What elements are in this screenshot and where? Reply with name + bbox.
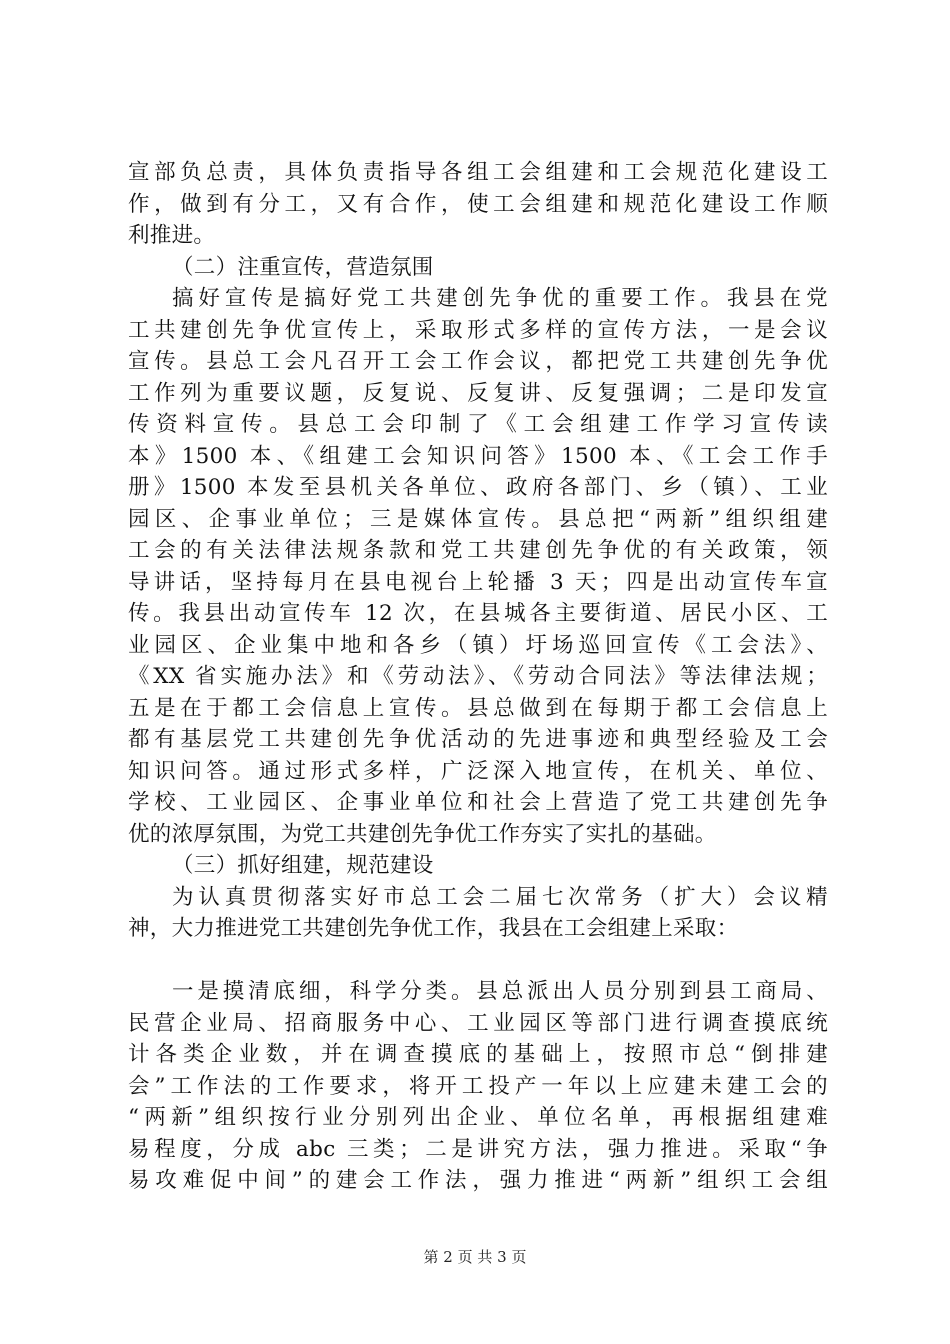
text-line: 传资料宣传。县总工会印制了《工会组建工作学习宣传读 xyxy=(128,412,828,437)
text-line: “两新”组织按行业分别列出企业、单位名单，再根据组建难 xyxy=(128,1105,828,1130)
text-line: 易程度，分成 abc 三类；二是讲究方法，强力推进。采取“争 xyxy=(128,1136,828,1162)
section-heading: （三）抓好组建，规范建设 xyxy=(172,853,434,878)
text-line: 工会的有关法律法规条款和党工共建创先争优的有关政策，领 xyxy=(128,538,828,563)
page-footer: 第 2 页 共 3 页 xyxy=(423,1248,527,1266)
text-line: 业园区、企业集中地和各乡（镇）圩场巡回宣传《工会法》、 xyxy=(128,632,828,658)
paragraph-gap xyxy=(128,945,828,977)
text-line: 搞好宣传是搞好党工共建创先争优的重要工作。我县在党 xyxy=(172,286,828,311)
text-line: 民营企业局、招商服务中心、工业园区等部门进行调查摸底统 xyxy=(128,1010,828,1036)
text-line: 五是在于都工会信息上宣传。县总做到在每期于都工会信息上 xyxy=(128,695,828,721)
text-line: 宣传。县总工会凡召开工会工作会议，都把党工共建创先争优 xyxy=(128,349,828,374)
text-line: 导讲话，坚持每月在县电视台上轮播 3 天；四是出动宣传车宣 xyxy=(128,569,828,595)
text-line: 《XX 省实施办法》和《劳动法》、《劳动合同法》等法律法规； xyxy=(128,664,828,689)
text-line: 册》1500 本发至县机关各单位、政府各部门、乡（镇）、工业 xyxy=(128,475,828,500)
text-line: 计各类企业数，并在调查摸底的基础上，按照市总“倒排建 xyxy=(128,1042,828,1067)
text-line: 神，大力推进党工共建创先争优工作，我县在工会组建上采取： xyxy=(128,916,739,941)
section-heading: （二）注重宣传，营造氛围 xyxy=(172,254,434,280)
text-line: 会”工作法的工作要求，将开工投产一年以上应建未建工会的 xyxy=(128,1073,828,1099)
text-line: 一是摸清底细，科学分类。县总派出人员分别到县工商局、 xyxy=(172,979,828,1004)
text-line: 优的浓厚氛围，为党工共建创先争优工作夯实了实扎的基础。 xyxy=(128,821,717,847)
text-line: 利推进。 xyxy=(128,223,216,248)
text-line: 作，做到有分工，又有合作，使工会组建和规范化建设工作顺 xyxy=(128,191,828,217)
text-line: 易攻难促中间”的建会工作法，强力推进“两新”组织工会组 xyxy=(128,1168,828,1193)
text-line: 园区、企事业单位；三是媒体宣传。县总把“两新”组织组建 xyxy=(128,506,828,532)
text-line: 传。我县出动宣传车 12 次，在县城各主要街道、居民小区、工 xyxy=(128,601,828,626)
text-line: 工作列为重要议题，反复说、反复讲、反复强调；二是印发宣 xyxy=(128,380,828,406)
body-text xyxy=(128,157,828,1197)
text-line: 工共建创先争优宣传上，采取形式多样的宣传方法，一是会议 xyxy=(128,317,828,343)
text-line: 学校、工业园区、企事业单位和社会上营造了党工共建创先争 xyxy=(128,790,828,815)
text-line: 知识问答。通过形式多样，广泛深入地宣传，在机关、单位、 xyxy=(128,758,828,784)
text-line: 本》1500 本、《组建工会知识问答》1500 本、《工会工作手 xyxy=(128,443,828,469)
text-line: 为认真贯彻落实好市总工会二届七次常务（扩大）会议精 xyxy=(172,884,828,910)
text-line: 宣部负总责，具体负责指导各组工会组建和工会规范化建设工 xyxy=(128,160,828,185)
text-line: 都有基层党工共建创先争优活动的先进事迹和典型经验及工会 xyxy=(128,727,828,752)
